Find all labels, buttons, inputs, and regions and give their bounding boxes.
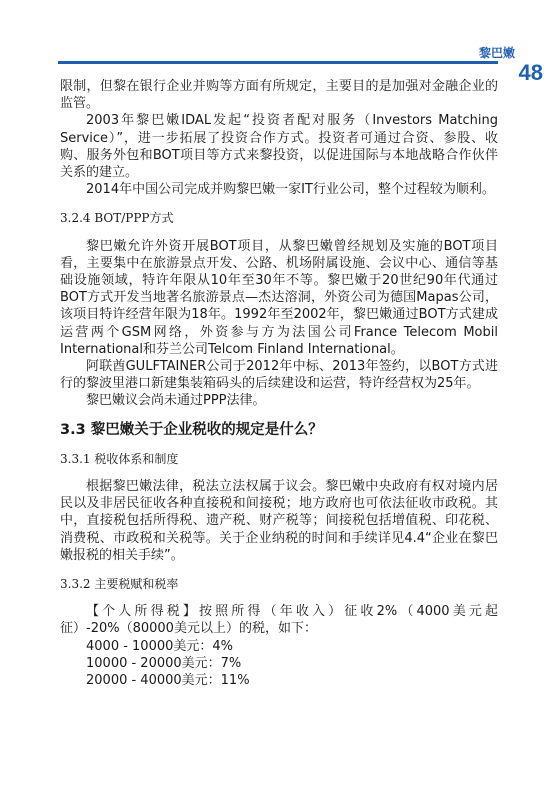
paragraph: 阿联酋GULFTAINER公司于2012年中标、2013年签约，以BOT方式进行的黎波里港口新建集装箱码头的后续建设和运营，特许经营权为25年。 — [60, 359, 498, 392]
header-country-label: 黎巴嫩 — [478, 46, 515, 60]
paragraph: 限制，但黎在银行企业并购等方面有所规定，主要目的是加强对金融企业的监管。 — [60, 79, 498, 112]
tax-bracket-line: 4000 - 10000美元：4% — [86, 638, 234, 654]
tax-bracket-line: 20000 - 40000美元：11% — [86, 673, 250, 689]
paragraph: 黎巴嫩议会尚未通过PPP法律。 — [86, 393, 266, 409]
page-number: 48 — [518, 60, 543, 85]
paragraph: 根据黎巴嫩法律，税法立法权属于议会。黎巴嫩中央政府有权对境内居民以及非居民征收各种直接税和间接税；地方政府也可依法征收市政税。其中，直接税包括所得税、遗产税、财产税等；间接税包括增值税、印花税、消费税、市政税和关税等。关于企业纳税的时间和手续详见4.4“企业在黎巴嫩报税的相关手续”。 — [60, 479, 498, 563]
header-divider — [58, 61, 498, 64]
paragraph: 2014年中国公司完成并购黎巴嫩一家IT行业公司，整个过程较为顺利。 — [86, 182, 495, 198]
section-heading-3-3: 3.3 黎巴嫩关于企业税收的规定是什么？ — [60, 421, 323, 438]
section-heading-3-3-2: 3.3.2 主要税赋和税率 — [60, 577, 179, 592]
paragraph: 【个人所得税】按照所得（年收入）征收2%（4000美元起征）-20%（80000美元以上）的税，如下： — [60, 604, 498, 637]
tax-bracket-line: 10000 - 20000美元：7% — [86, 655, 242, 671]
section-heading-3-3-1: 3.3.1 税收体系和制度 — [60, 451, 179, 466]
section-heading-3-2-4: 3.2.4 BOT/PPP方式 — [60, 211, 174, 226]
paragraph: 2003年黎巴嫩IDAL发起“投资者配对服务（Investors Matching Service）”，进一步拓展了投资合作方式。投资者可通过合资、参股、收购、服务外包和BOT项目等方式来黎投资，以促进国际与本地战略合作伙伴关系的建立。 — [60, 113, 498, 181]
paragraph: 黎巴嫩允许外资开展BOT项目，从黎巴嫩曾经规划及实施的BOT项目看，主要集中在旅游景点开发、公路、机场附属设施、会议中心、通信等基础设施领域，特许年限从10年至30年不等。黎巴嫩于20世纪90年代通过BOT方式开发当地著名旅游景点—杰达溶洞，外资公司为德国Mapas公司，该项目特许经营年限为18年。1992年至2002年，黎巴嫩通过BOT方式建成运营两个GSM网络，外资参与方为法国公司France Telecom Mobil International和芬兰公司Telcom Finland International。 — [60, 238, 498, 357]
page-content — [60, 78, 498, 689]
